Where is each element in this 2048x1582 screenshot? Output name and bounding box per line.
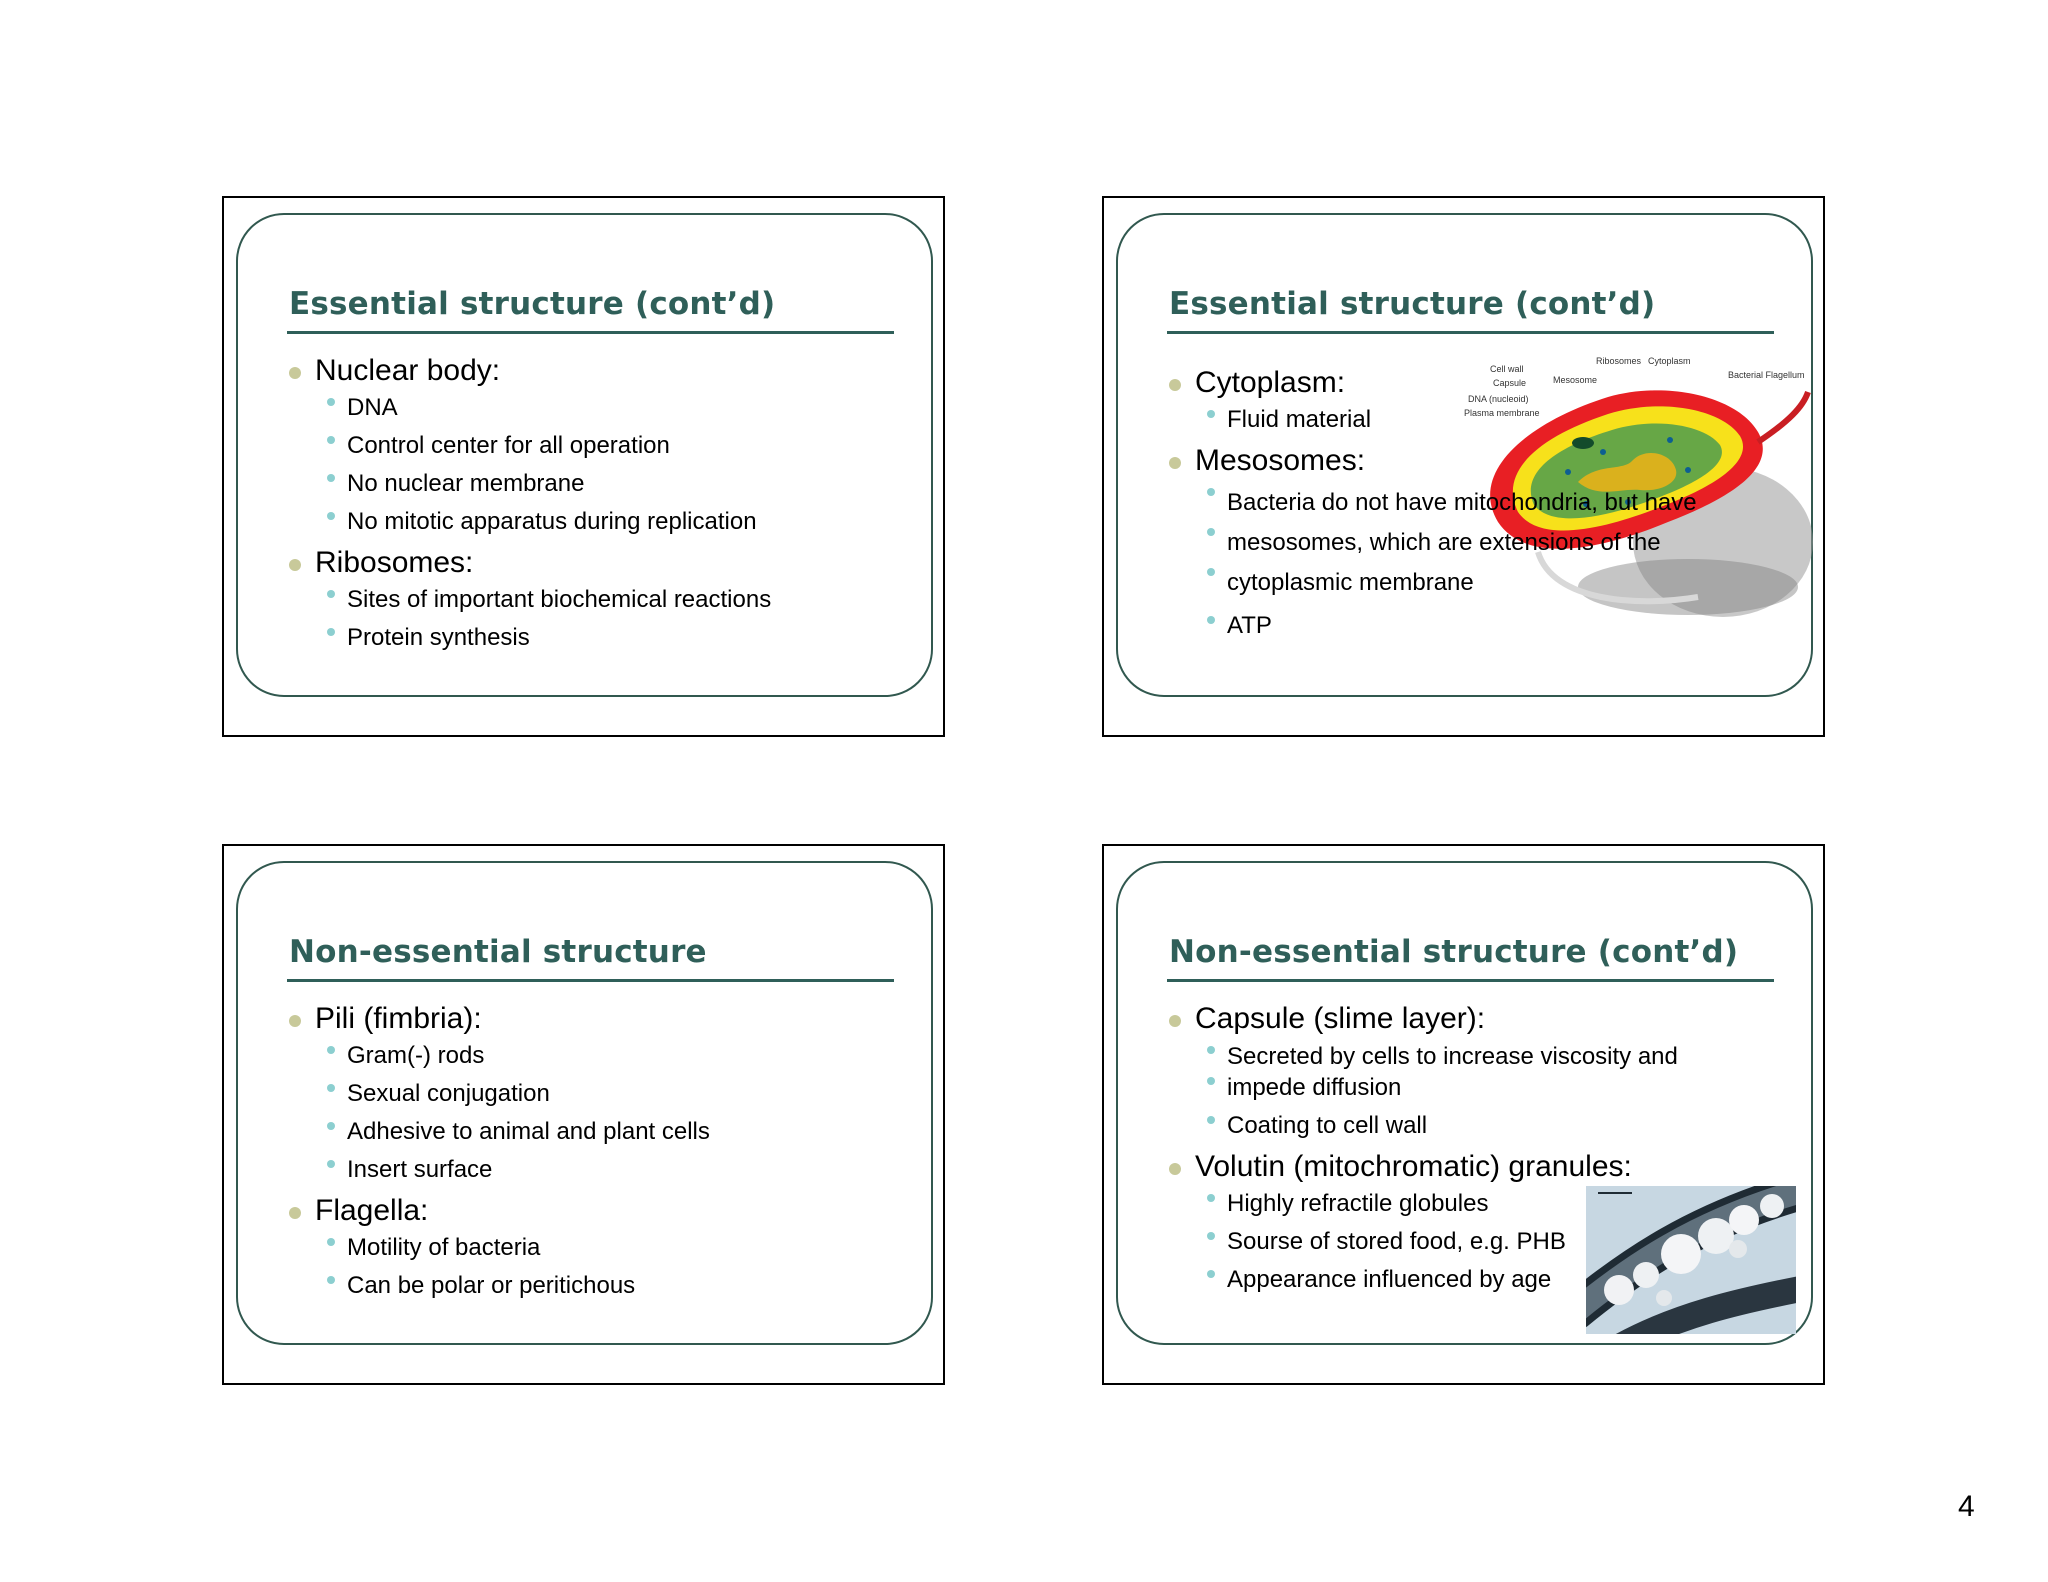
sub-bullet: Protein synthesis [347,623,907,653]
title-underline [287,979,894,982]
slide-title: Non-essential structure [289,934,707,970]
sub-bullet: Sites of important biochemical reactions [347,585,907,615]
diagram-label: Plasma membrane [1464,408,1540,418]
sub-bullet: No mitotic apparatus during replication [347,507,907,537]
diagram-label: Bacterial Flagellum [1728,370,1805,380]
bullet-cytoplasm: Cytoplasm: [1167,365,1787,401]
diagram-label: Mesosome [1553,375,1598,385]
sub-bullet: Gram(-) rods [347,1041,907,1071]
sub-bullet: Insert surface [347,1155,907,1185]
sub-bullet: Control center for all operation [347,431,907,461]
volutin-granules-micrograph [1586,1186,1796,1334]
sub-bullet: Can be polar or peritichous [347,1271,907,1301]
slide-title: Essential structure (cont’d) [1169,286,1656,322]
sub-bullet: Bacteria do not have mitochondria, but have [1227,483,1787,523]
bullet-ribosomes: Ribosomes: [287,545,907,581]
sub-bullet: Coating to cell wall [1227,1111,1787,1141]
sub-bullet: No nuclear membrane [347,469,907,499]
diagram-label: Cytoplasm [1648,356,1691,366]
bullet-volutin: Volutin (mitochromatic) granules: [1167,1149,1787,1185]
bullet-pili: Pili (fimbria): [287,1001,907,1037]
slide-essential-structure-2 [1102,196,1825,737]
slide-title: Non-essential structure (cont’d) [1169,934,1739,970]
slide-non-essential-structure [222,844,945,1385]
bullet-nuclear-body: Nuclear body: [287,353,907,389]
slide-content [1167,365,1787,649]
sub-bullet: Highly refractile globules [1227,1189,1787,1219]
sub-bullet: Appearance influenced by age [1227,1265,1787,1295]
bullet-capsule: Capsule (slime layer): [1167,1001,1787,1037]
slide-essential-structure-1 [222,196,945,737]
diagram-label: Cell wall [1490,364,1524,374]
sub-bullet: Secreted by cells to increase viscosity and [1227,1041,1787,1072]
bullet-flagella: Flagella: [287,1193,907,1229]
title-underline [1167,331,1774,334]
sub-bullet: DNA [347,393,907,423]
diagram-label: DNA (nucleoid) [1468,394,1529,404]
sub-bullet: Fluid material [1227,405,1787,435]
sub-bullet-continuation: mesosomes, which are extensions of the [1227,523,1787,563]
diagram-label: Capsule [1493,378,1527,388]
bullet-mesosomes: Mesosomes: [1167,443,1787,479]
sub-bullet: Adhesive to animal and plant cells [347,1117,907,1147]
sub-bullet: Motility of bacteria [347,1233,907,1263]
page-number: 4 [1958,1490,1975,1523]
sub-bullet: Sourse of stored food, e.g. PHB [1227,1227,1787,1257]
slide-content [287,1001,907,1309]
slide-content [287,353,907,661]
slide-title: Essential structure (cont’d) [289,286,776,322]
diagram-label: Ribosomes [1596,356,1642,366]
title-underline [287,331,894,334]
sub-bullet-continuation: cytoplasmic membrane [1227,563,1787,603]
sub-bullet-continuation: impede diffusion [1227,1072,1787,1103]
sub-bullet: Sexual conjugation [347,1079,907,1109]
title-underline [1167,979,1774,982]
sub-bullet: ATP [1227,611,1787,641]
